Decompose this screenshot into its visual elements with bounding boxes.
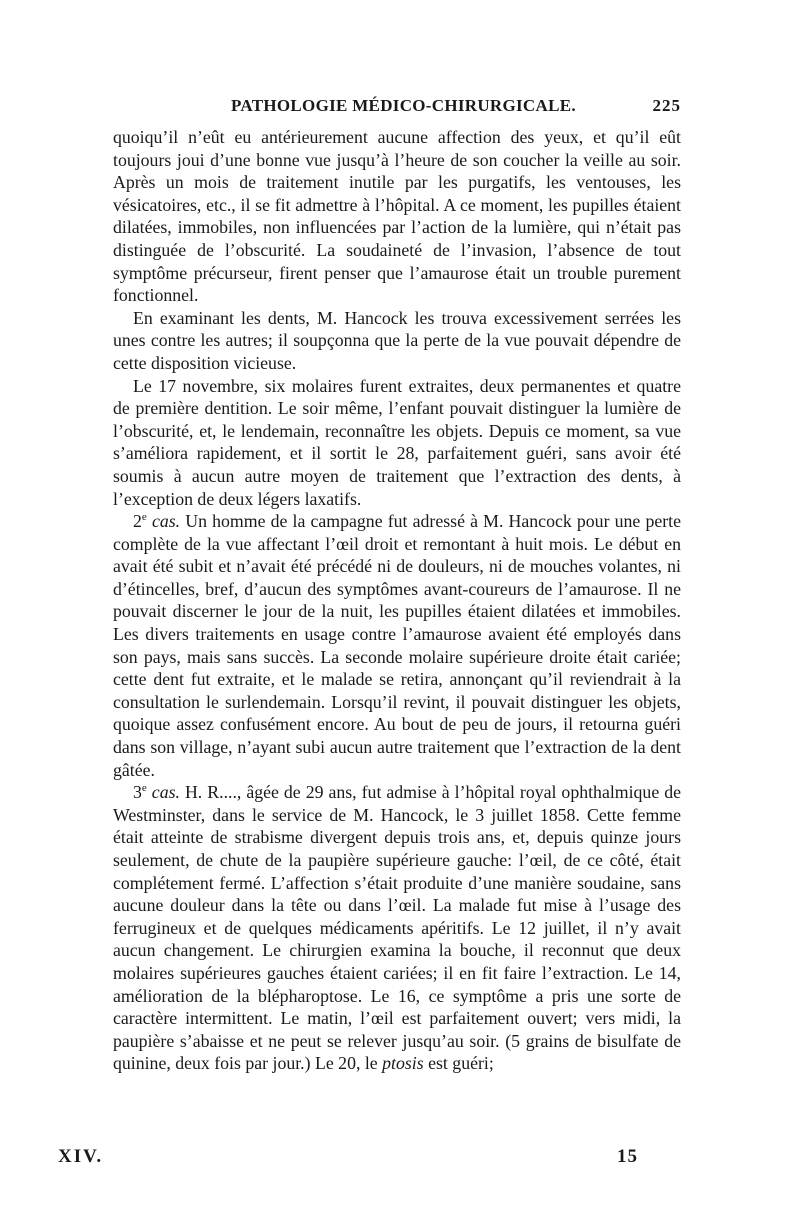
case-2-label: cas. bbox=[151, 511, 181, 532]
paragraph-examination: En examinant les dents, M. Hancock les trouva excessivement serrées les unes contre les autres; il soupçonna que la perte de la vue pouvait dépendre de cette disposition vicieuse. bbox=[113, 307, 681, 373]
signature-mark: XIV. bbox=[58, 1146, 104, 1167]
case-3-text: H. R...., âgée de 29 ans, fut admise à l’hôpital royal ophthalmique de Westminster, dans le service de M. Hancock, le 3 juillet 1858. Cette femme était atteinte de strabisme divergent depuis trois ans, et, depuis quinze jours seulement, de chute de la paupière supérieure gauche: l’œil, de ce côté, était complétement fermé. L’affection s’était produite d’une manière soudaine, sans aucune douleur dans la tête ou dans l’œil. La malade fut mise à l’usage des ferrugineux et de quelques médicaments apéritifs. Le 12 juillet, il n’y avait aucun changement. Le chirurgien examina la bouche, il reconnut que deux molaires supérieures gauches étaient cariées; il en fit faire l’extraction. Le 14, amélioration de la blépharoptose. Le 16, ce symptôme a pris une sorte de caractère intermittent. Le matin, l’œil est parfaitement ouvert; vers midi, la paupière s’abaisse et ne peut se relever jusqu’au soir. (5 grains de bisulfate de quinine, deux fois par jour.) Le 20, le bbox=[113, 782, 682, 1074]
case-3-label: cas. bbox=[151, 782, 180, 803]
running-head bbox=[113, 96, 681, 126]
paragraph-case-2 bbox=[113, 510, 681, 781]
case-2-text: Un homme de la campagne fut adressé à M. Hancock pour une perte complète de la vue affectant l’œil droit et remontant à huit mois. Le début en avait été subit et n’avait été précédé ni de douleurs, ni de mouches volantes, ni d’étincelles, bref, d’aucun des symptômes avant-coureurs de l’amaurose. Il ne pouvait discerner le jour de la nuit, les pupilles étaient dilatées et immobiles. Les divers traitements en usage contre l’amaurose avaient été employés dans son pays, mais sans succès. La seconde molaire supérieure droite était cariée; cette dent fut extraite, et le malade se retira, annonçant qu’il reviendrait à la consultation le surlendemain. Lorsqu’il revint, il pouvait distinguer les objets, quoique assez confusément encore. Au bout de peu de jours, il retourna guéri dans son village, n’ayant subi aucun autre traitement que l’extraction de la dent gâtée. bbox=[113, 511, 681, 780]
paragraph-continued: quoiqu’il n’eût eu antérieurement aucune affection des yeux, et qu’il eût toujours joui d’une bonne vue jusqu’à l’heure de son coucher la veille au soir. Après un mois de traitement inutile par les purgatifs, les ventouses, les vésicatoires, etc., il se fit admettre à l’hôpital. A ce moment, les pupilles étaient dilatées, immobiles, non influencées par l’action de la lumière, qui n’était pas distinguée de l’obscurité. La soudaineté de l’invasion, l’absence de tout symptôme précurseur, firent penser que l’amaurose était un trouble purement fonctionnel. bbox=[113, 127, 681, 306]
page bbox=[113, 96, 681, 1075]
page-footer bbox=[58, 1146, 638, 1172]
case-2-number: 2 bbox=[133, 511, 142, 532]
sheet-number: 15 bbox=[617, 1146, 638, 1167]
case-3-superscript: e bbox=[141, 782, 147, 795]
running-title: PATHOLOGIE MÉDICO-CHIRURGICALE. bbox=[231, 96, 576, 115]
ptosis-term: ptosis bbox=[382, 1053, 424, 1074]
case-2-superscript: e bbox=[141, 511, 147, 524]
case-3-number: 3 bbox=[133, 782, 142, 803]
page-number: 225 bbox=[652, 96, 681, 115]
case-3-text-end: est guéri; bbox=[428, 1053, 494, 1074]
body-text bbox=[113, 126, 681, 1075]
paragraph-case-3 bbox=[113, 781, 681, 1075]
paragraph-extraction: Le 17 novembre, six molaires furent extraites, deux permanentes et quatre de première dentition. Le soir même, l’enfant pouvait distinguer la lumière de l’obscurité, et, le lendemain, reconnaître les objets. Depuis ce moment, sa vue s’améliora rapidement, et il sortit le 28, parfaitement guéri, sans avoir été soumis à aucun autre moyen de traitement que l’extraction des dents, à l’exception de deux légers laxatifs. bbox=[113, 375, 681, 509]
